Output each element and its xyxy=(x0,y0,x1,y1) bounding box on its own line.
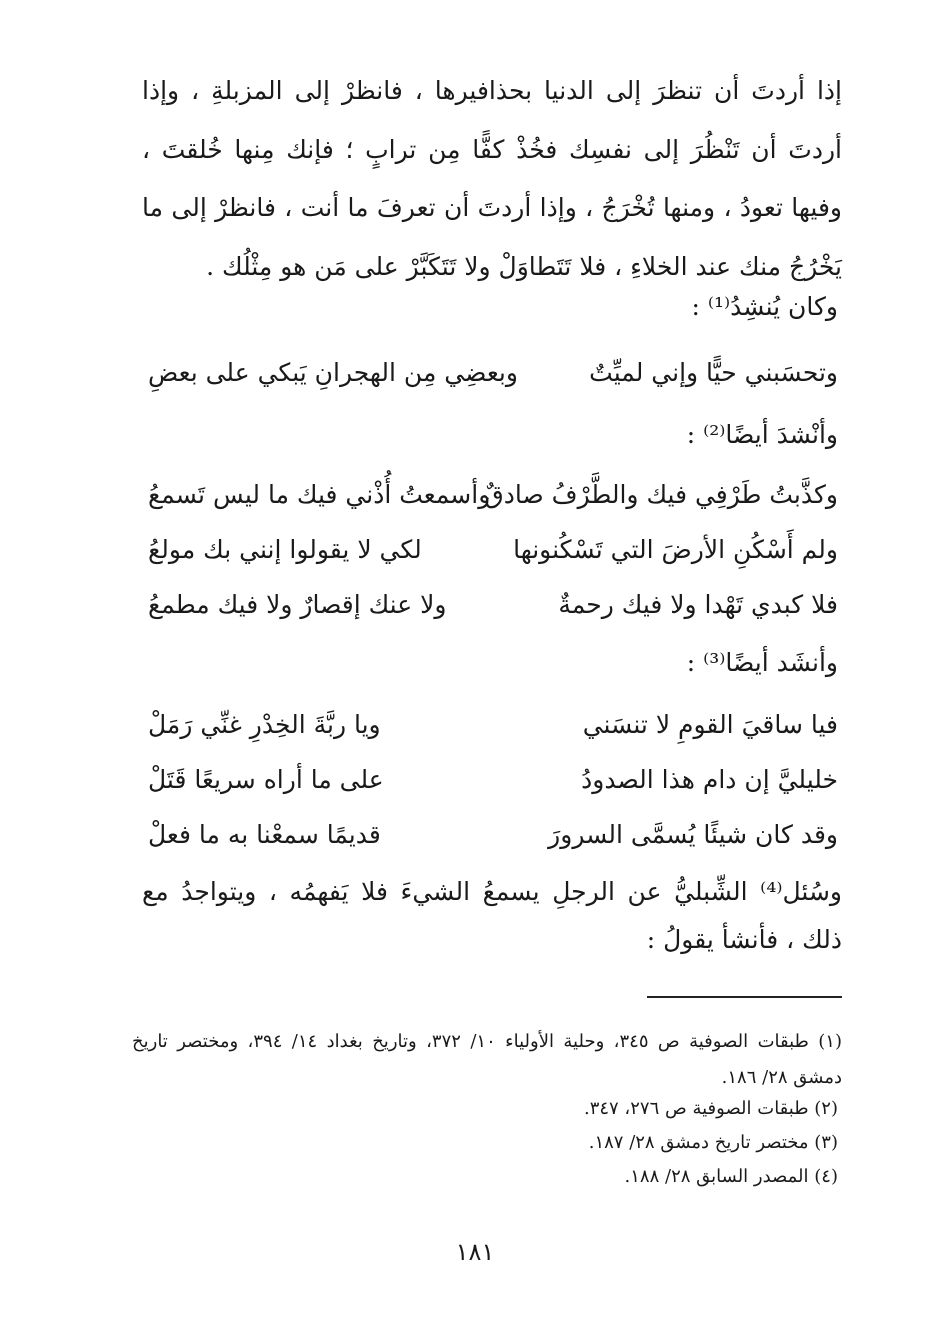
verse-line xyxy=(148,820,838,866)
footnote-1: (١) طبقات الصوفية ص ٣٤٥، وحلية الأولياء ١٠/ ٣٧٢، وتاريخ بغداد ١٤/ ٣٩٤، ومختصر تاريخ دمشق ٢٨/ ١٨٦. xyxy=(132,1031,842,1088)
closing-paragraph: وسُئل⁽⁴⁾ الشِّبليُّ عن الرجلِ يسمعُ الشيءَ فلا يَفهمُه ، ويتواجدُ مع ذلك ، فأنشأ يقولُ : xyxy=(142,877,842,954)
verse-second-hemistich: ولا عنك إقصارٌ ولا فيك مطمعُ xyxy=(148,590,447,619)
verse-second-hemistich: لكي لا يقولوا إنني بك مولعُ xyxy=(148,535,422,564)
verse-first-hemistich: فيا ساقيَ القومِ لا تنسَني xyxy=(582,710,838,739)
verse-second-hemistich: قديمًا سمعْنا به ما فعلْ xyxy=(148,820,381,849)
footnote-3: (٣) مختصر تاريخ دمشق ٢٨/ ١٨٧. xyxy=(588,1132,838,1153)
verse-line xyxy=(148,535,838,581)
verse-second-hemistich: على ما أراه سريعًا قَتَلْ xyxy=(148,765,384,794)
verse-line xyxy=(148,765,838,811)
verse-first-hemistich: خليليَّ إن دام هذا الصدودُ xyxy=(581,765,838,794)
verse-second-hemistich: وبعضِي مِن الهجرانِ يَبكي على بعضِ xyxy=(148,358,518,387)
verse-second-hemistich: وأسمعتُ أُذْني فيك ما ليس تَسمعُ xyxy=(148,480,491,509)
verse-line xyxy=(148,590,838,636)
verse-second-hemistich: ويا ربَّةَ الخِدْرِ غنِّي رَمَلْ xyxy=(148,710,381,739)
verse-line xyxy=(148,480,838,526)
verse-line xyxy=(148,358,838,404)
verse-first-hemistich: ولم أَسْكُنِ الأرضَ التي تَسْكُنونها xyxy=(513,535,838,564)
verse-first-hemistich: وتحسَبني حيًّا وإني لميِّتٌ xyxy=(589,358,838,387)
verse-first-hemistich: وكذَّبتُ طَرْفِي فيك والطَّرْفُ صادقٌ xyxy=(484,480,838,509)
footnote-2: (٢) طبقات الصوفية ص ٢٧٦، ٣٤٧. xyxy=(583,1098,838,1119)
verse-intro-1: وكان يُنشِدُ⁽¹⁾ : xyxy=(691,292,838,321)
verse-first-hemistich: وقد كان شيئًا يُسمَّى السرورَ xyxy=(548,820,838,849)
footnote-4: (٤) المصدر السابق ٢٨/ ١٨٨. xyxy=(624,1166,838,1187)
opening-paragraph: إذا أردتَ أن تنظرَ إلى الدنيا بحذافيرها ، فانظرْ إلى المزبلةِ ، وإذا أردتَ أن تَنْظُرَ إلى نفسِك فخُذْ كفًّا مِن ترابٍ ؛ فإنك مِنها خُلقتَ ، وفيها تعودُ ، ومنها تُخْرَجُ ، وإذا أردتَ أن تعرفَ ما أنت ، فانظرْ إلى ما يَخْرُجُ منك عند الخلاءِ ، فلا تَتَطاوَلْ ولا تَتَكَبَّرْ على مَن هو مِثْلُك . xyxy=(142,76,842,281)
verse-first-hemistich: فلا كبدي تَهْدا ولا فيك رحمةٌ xyxy=(558,590,838,619)
verse-intro-2: وأنْشدَ أيضًا⁽²⁾ : xyxy=(686,420,838,449)
verse-line xyxy=(148,710,838,756)
verse-intro-3: وأنشَد أيضًا⁽³⁾ : xyxy=(686,648,838,677)
page-number: ١٨١ xyxy=(455,1238,495,1266)
footnote-separator xyxy=(647,996,842,998)
